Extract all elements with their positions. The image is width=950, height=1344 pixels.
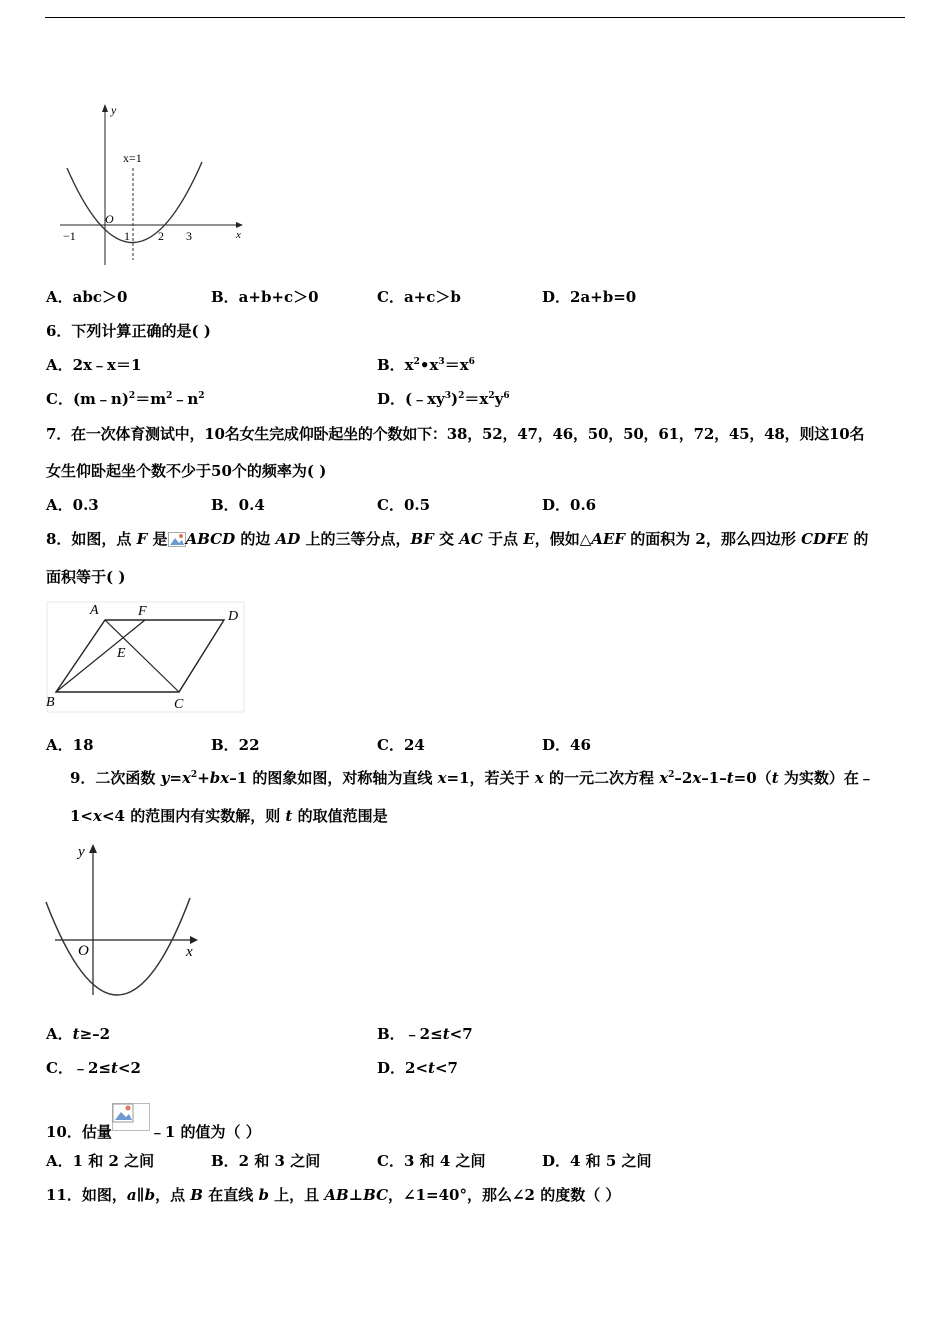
q5-option-a[interactable]: A．abc＞0 xyxy=(46,288,128,306)
parabola-curve xyxy=(46,898,190,995)
label-c: C xyxy=(174,697,184,712)
q9-option-a[interactable]: A．t≥–2 xyxy=(46,1025,111,1043)
fig9-x-label: x xyxy=(186,944,193,960)
fig5-tick-label: 2 xyxy=(158,229,164,243)
q5-option-b[interactable]: B．a+b+c＞0 xyxy=(211,288,319,306)
q8-option-b[interactable]: B．22 xyxy=(211,736,260,754)
label-d: D xyxy=(228,609,239,624)
segment-bf xyxy=(56,620,145,692)
q9-option-d[interactable]: D．2<t<7 xyxy=(377,1059,458,1077)
broken-image-icon xyxy=(112,1103,150,1135)
q7-option-b[interactable]: B．0.4 xyxy=(211,496,265,514)
q9-option-b[interactable]: B．﹣2≤t<7 xyxy=(377,1025,473,1043)
x-axis-arrow-icon xyxy=(236,222,243,228)
parabola-curve xyxy=(67,162,202,243)
q7-stem-line2: 女生仰卧起坐个数不少于50个的频率为( ) xyxy=(46,462,327,480)
q9-stem-line1: 9．二次函数 $y=x^2+bx-1$ 的图象如图，对称轴为直线 x=1，若关于 x 的一元二次方程 $x^2-2x-1-t=0(t$ 为实数）在﹣ xyxy=(70,769,874,787)
label-e: E xyxy=(117,646,126,661)
q5-parabola-figure xyxy=(55,100,255,275)
q6-option-a[interactable]: A．2x﹣x＝1 xyxy=(46,356,142,374)
fig5-xeq-label: x=1 xyxy=(123,151,142,165)
fig9-origin-label: O xyxy=(78,943,89,959)
q8-option-d[interactable]: D．46 xyxy=(542,736,591,754)
q10-stem: 10．估量 ﹣1 的值为（ ） xyxy=(46,1103,261,1142)
broken-image-icon xyxy=(168,532,186,551)
fig5-x-label: x xyxy=(236,229,241,241)
label-a: A xyxy=(90,603,99,618)
q10-option-a[interactable]: A．1 和 2 之间 xyxy=(46,1152,155,1170)
q10-option-c[interactable]: C．3 和 4 之间 xyxy=(377,1152,486,1170)
q8-stem-line2: 面积等于( ) xyxy=(46,568,126,586)
q6-option-b[interactable]: B．$x^2•x^3=x^6$ xyxy=(377,356,475,374)
q10-option-d[interactable]: D．4 和 5 之间 xyxy=(542,1152,652,1170)
q7-option-c[interactable]: C．0.5 xyxy=(377,496,431,514)
fig5-tick-label: 1 xyxy=(124,229,130,243)
q11-stem: 11．如图，a∥b，点 B 在直线 b 上，且 AB⊥BC，∠1=40°，那么∠2 的度数（ ） xyxy=(46,1186,621,1204)
q7-option-d[interactable]: D．0.6 xyxy=(542,496,597,514)
fig5-tick-label: 3 xyxy=(186,229,192,243)
fig5-tick-label: −1 xyxy=(63,229,76,243)
q8-parallelogram-figure xyxy=(44,600,246,715)
fig9-y-label: y xyxy=(78,844,85,860)
q8-stem-line1: 8．如图，点 F 是 ABCD 的边 AD 上的三等分点，BF 交 AC 于点 E，假如△AEF 的面积为 2，那么四边形 CDFE 的 xyxy=(46,528,868,551)
y-axis-arrow-icon xyxy=(89,844,97,853)
label-f: F xyxy=(138,604,147,619)
parallelogram-abcd xyxy=(56,620,224,692)
q9-stem-line2: 1<x<4 的范围内有实数解，则 t 的取值范围是 xyxy=(70,807,388,825)
fig5-y-label: y xyxy=(111,103,117,117)
label-b: B xyxy=(46,695,55,710)
x-axis-arrow-icon xyxy=(190,936,198,944)
q5-option-c[interactable]: C．a+c＞b xyxy=(377,288,461,306)
q7-stem-line1: 7．在一次体育测试中，10名女生完成仰卧起坐的个数如下：38，52，47，46，50，50，61，72，45，48，则这10名 xyxy=(46,425,865,443)
q6-stem: 6．下列计算正确的是( ) xyxy=(46,322,211,340)
header-rule xyxy=(45,17,905,18)
fig5-origin-label: O xyxy=(105,212,114,226)
q9-parabola-figure xyxy=(40,840,205,1005)
q8-option-a[interactable]: A．18 xyxy=(46,736,94,754)
q6-option-c[interactable]: C．$(m﹣n)^2=m^2﹣n^2$ xyxy=(46,390,205,408)
q7-option-a[interactable]: A．0.3 xyxy=(46,496,99,514)
q8-option-c[interactable]: C．24 xyxy=(377,736,425,754)
q10-option-b[interactable]: B．2 和 3 之间 xyxy=(211,1152,321,1170)
q6-option-d[interactable]: D．$(﹣xy^3)^2=x^2y^6$ xyxy=(377,390,510,408)
q9-option-c[interactable]: C．﹣2≤t<2 xyxy=(46,1059,141,1077)
q5-option-d[interactable]: D．2a+b=0 xyxy=(542,288,637,306)
y-axis-arrow-icon xyxy=(102,104,108,112)
